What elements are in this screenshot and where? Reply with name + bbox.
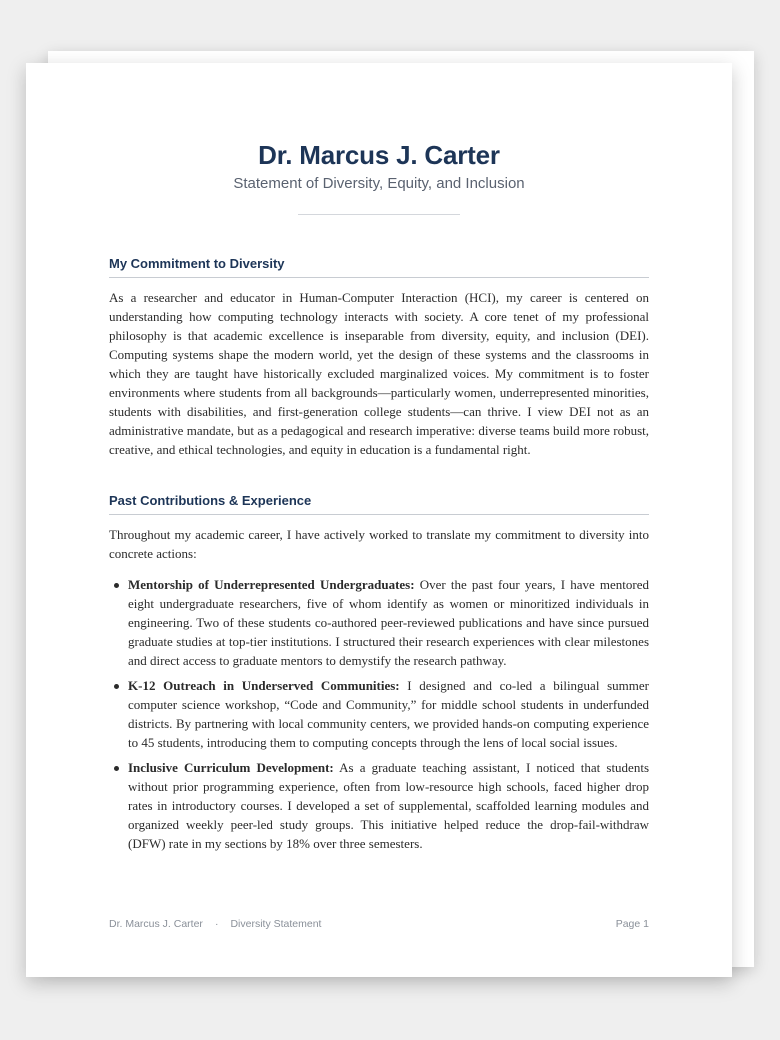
page-footer bbox=[109, 918, 649, 930]
bullet-text: I designed and co-led a bilingual summer computer science workshop, “Code and Community,” for middle school students in underfunded districts. By partnering with local community centers, we provided hands-on computing experience to 45 students, introducing them to computing concepts through the lens of local social issues. bbox=[128, 678, 649, 750]
footer-doc-title: Diversity Statement bbox=[230, 918, 322, 930]
commitment-paragraph: As a researcher and educator in Human-Computer Interaction (HCI), my career is centered on understanding how computing technology interacts with society. A core tenet of my professional philosophy is that academic excellence is inseparable from diversity, equity, and inclusion (DEI). Computing systems shape the modern world, yet the design of these systems and the classrooms in which they are taught have historically excluded marginalized voices. My commitment is to foster environments where students from all backgrounds—particularly women, underrepresented minorities, students with disabilities, and first-generation college students—can thrive. I view DEI not as an administrative mandate, but as a pedagogical and research imperative: diverse teams build more robust, creative, and ethical technologies, and equity in education is a fundamental right. bbox=[109, 290, 649, 457]
section-heading-commitment: My Commitment to Diversity bbox=[109, 256, 649, 278]
bullet-title: Mentorship of Underrepresented Undergraduates: bbox=[128, 577, 415, 592]
author-name: Dr. Marcus J. Carter bbox=[258, 140, 500, 170]
footer-separator: · bbox=[214, 918, 219, 930]
bullet-text: As a graduate teaching assistant, I noticed that students without prior programming experience, often from low-resource high schools, faced higher drop rates in introductory courses. I developed a set of supplemental, scaffolded learning modules and organized weekly peer-led study groups. This initiative helped reduce the drop-fail-withdraw (DFW) rate in my sections by 18% over three semesters. bbox=[128, 760, 649, 851]
document-page bbox=[26, 63, 732, 977]
contributions-list bbox=[109, 575, 649, 859]
list-item bbox=[109, 676, 649, 752]
bullet-text: Over the past four years, I have mentored eight undergraduate researchers, five of whom identify as women or minoritized individuals in engineering. Two of these students co-authored peer-reviewed publications and have since pursued graduate studies at top-tier institutions. I structured their research experiences with clear milestones and direct access to graduate mentors to demystify the research pathway. bbox=[128, 577, 650, 668]
list-item bbox=[109, 575, 649, 670]
bullet-dot-icon bbox=[114, 583, 119, 588]
title-divider bbox=[298, 214, 460, 215]
bullet-dot-icon bbox=[114, 684, 119, 689]
section-heading-contributions: Past Contributions & Experience bbox=[109, 493, 649, 515]
list-item bbox=[109, 758, 649, 853]
document-subtitle: Statement of Diversity, Equity, and Inclusion bbox=[233, 175, 525, 192]
footer-page-number: Page 1 bbox=[615, 918, 649, 930]
footer-author: Dr. Marcus J. Carter bbox=[109, 918, 203, 930]
bullet-title: Inclusive Curriculum Development: bbox=[128, 760, 334, 775]
bullet-title: K-12 Outreach in Underserved Communities: bbox=[128, 678, 400, 693]
contributions-intro-paragraph: Throughout my academic career, I have actively worked to translate my commitment to diversity into concrete actions: bbox=[109, 527, 649, 561]
bullet-dot-icon bbox=[114, 766, 119, 771]
